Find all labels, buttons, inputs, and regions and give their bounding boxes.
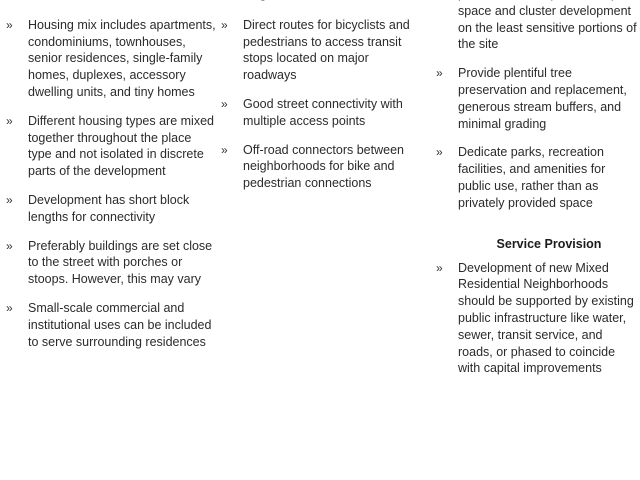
- list-item-text: Off-road connectors between neighborhoods for bike and pedestrian connections: [243, 142, 404, 191]
- fragment-line-1: [458, 0, 632, 1]
- list-item: [6, 17, 216, 101]
- fragment-label: [243, 0, 421, 3]
- column-3: [436, 0, 640, 377]
- list-item: [221, 142, 421, 192]
- list-item-text: Direct routes for bicyclists and pedestrians to access transit stops located on major roadways: [243, 17, 410, 83]
- fragment-text: [436, 0, 640, 53]
- fragment-line-rest: space and cluster development on the least sensitive portions of the site: [458, 3, 637, 52]
- bullet-icon: »: [221, 142, 228, 157]
- bullet-icon: »: [6, 113, 13, 128]
- list-item: [6, 300, 216, 350]
- list-item-text: Preferably buildings are set close to the street with porches or stoops. However, this may vary: [28, 238, 213, 287]
- bullet-icon: »: [6, 300, 13, 315]
- bullet-icon: »: [436, 260, 443, 275]
- list-item: [436, 260, 640, 378]
- list-item-text: Development has short block lengths for connectivity: [28, 192, 190, 224]
- bullet-icon: »: [436, 66, 443, 81]
- list-item: [436, 144, 640, 211]
- list-item-text: Small-scale commercial and institutional uses can be included to serve surrounding residences: [28, 300, 212, 349]
- bullet-icon: »: [221, 17, 228, 32]
- list-item: [221, 17, 421, 84]
- list-item-text: Dedicate parks, recreation facilities, and amenities for public use, rather than as privately provided space: [458, 145, 606, 210]
- bullet-icon: »: [6, 192, 13, 207]
- bullet-icon: »: [221, 96, 228, 111]
- bullet-icon: »: [6, 17, 13, 32]
- list-item: [221, 96, 421, 130]
- column-1: [6, 0, 216, 350]
- fragment-text: [221, 0, 421, 3]
- list-item-text: Provide plentiful tree preservation and replacement, generous stream buffers, and minimal grading: [458, 66, 627, 131]
- bullet-icon: »: [6, 238, 13, 253]
- fragment-label: [28, 0, 216, 3]
- fragment-text: [6, 0, 216, 3]
- list-item-text: Development of new Mixed Residential Neighborhoods should be supported by existing public infrastructure like water, sewer, transit service, and roads, or phased to coincide with capital improvements: [458, 260, 634, 376]
- list-item-text: Good street connectivity with multiple access points: [243, 96, 403, 128]
- bullet-icon: »: [436, 145, 443, 160]
- column-2: [221, 0, 421, 192]
- section-heading: Service Provision: [496, 236, 602, 251]
- list-item: [6, 192, 216, 226]
- fragment-paragraph: [458, 0, 640, 53]
- list-item-text: Different housing types are mixed together throughout the place type and not isolated in discrete parts of the development: [28, 113, 214, 179]
- list-item: [6, 238, 216, 288]
- list-item: [436, 65, 640, 132]
- list-item-text: Housing mix includes apartments, condominiums, townhouses, senior residences, single-family homes, duplexes, accessory dwelling units, and tiny homes: [28, 17, 216, 99]
- list-item: [6, 113, 216, 180]
